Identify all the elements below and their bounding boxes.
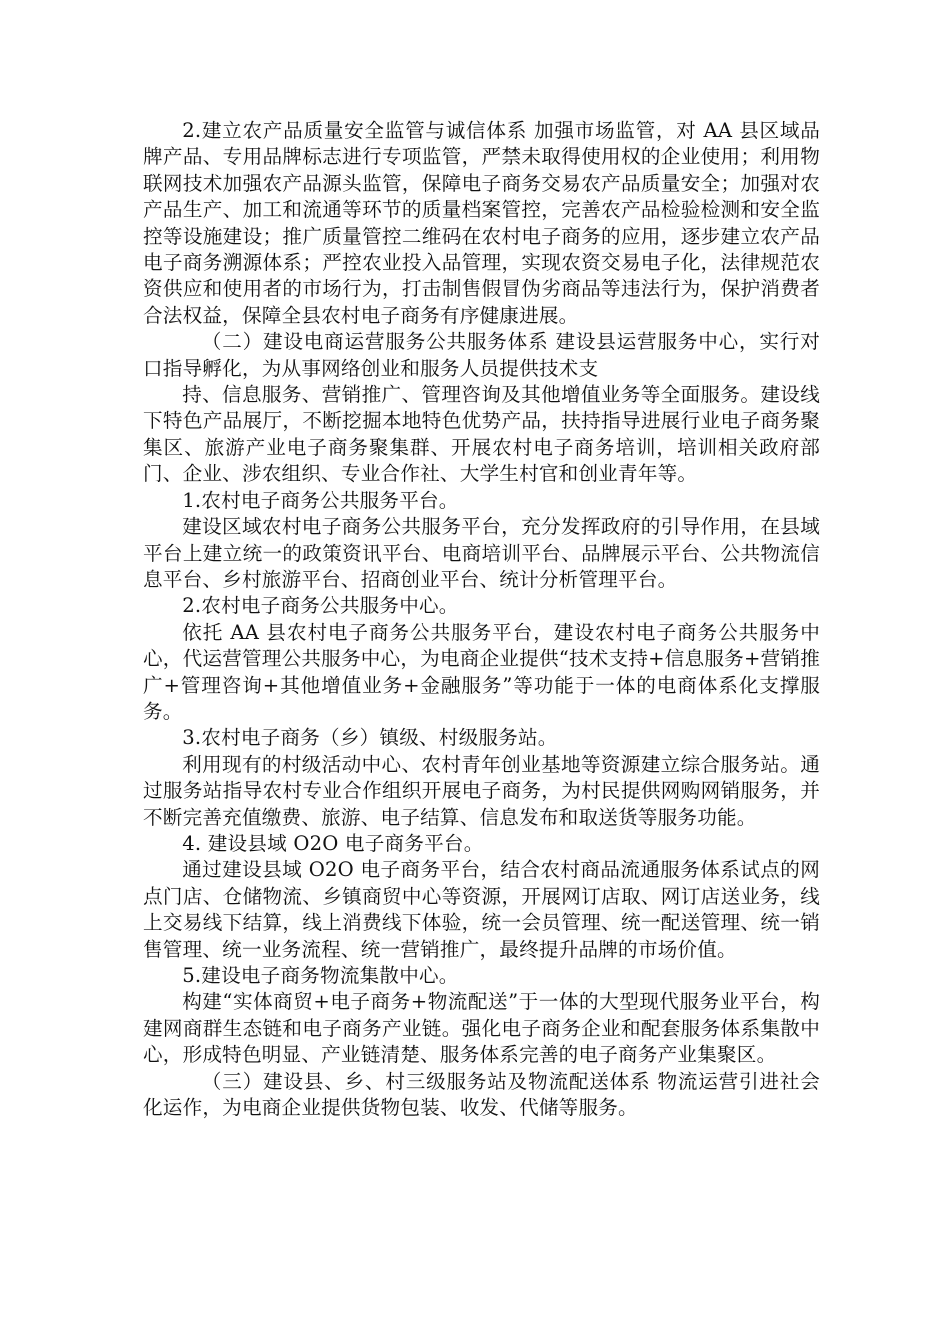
document-page <box>143 118 820 1121</box>
item-heading-5: 5.建设电子商务物流集散中心。 <box>182 964 459 987</box>
paragraph-public-center: 依托 AA 县农村电子商务公共服务平台，建设农村电子商务公共服务中心，代运营管理公共服务中心，为电商企业提供“技术支持+信息服务+营销推广+管理咨询+其他增值业务+金融服务”等功能于一体的电商体系化支撑服务。 <box>143 620 820 723</box>
paragraph-service-stations: 利用现有的村级活动中心、农村青年创业基地等资源建立综合服务站。通过服务站指导农村专业合作组织开展电子商务，为村民提供网购网销服务，并不断完善充值缴费、旅游、电子结算、信息发布和取送货等服务功能。 <box>143 752 820 829</box>
paragraph-quality-supervision: 2.建立农产品质量安全监管与诚信体系 加强市场监管，对 AA 县区域品牌产品、专用品牌标志进行专项监管，严禁未取得使用权的企业使用；利用物联网技术加强农产品源头监管，保障电子商务交易农产品质量安全；加强对农产品生产、加工和流通等环节的质量档案管控，完善农产品检验检测和安全监控等设施建设；推广质量管控二维码在农村电子商务的应用，逐步建立农产品电子商务溯源体系；严控农业投入品管理，实现农资交易电子化，法律规范农资供应和使用者的市场行为，打击制售假冒伪劣商品等违法行为，保护消费者合法权益，保障全县农村电子商务有序健康进展。 <box>143 119 820 327</box>
section-heading-3: （三）建设县、乡、村三级服务站及物流配送体系 物流运营引进社会化运作，为电商企业提供货物包装、收发、代储等服务。 <box>143 1069 820 1120</box>
item-heading-3: 3.农村电子商务（乡）镇级、村级服务站。 <box>182 726 558 750</box>
paragraph-o2o-platform: 通过建设县域 O2O 电子商务平台，结合农村商品流通服务体系试点的网点门店、仓储物流、乡镇商贸中心等资源，开展网订店取、网订店送业务，线上交易线下结算，线上消费线下体验，统一会员管理、统一配送管理、统一销售管理、统一业务流程、统一营销推广，最终提升品牌的市场价值。 <box>143 858 820 961</box>
paragraph-public-platform: 建设区域农村电子商务公共服务平台，充分发挥政府的引导作用，在县域平台上建立统一的政策资讯平台、电商培训平台、品牌展示平台、公共物流信息平台、乡村旅游平台、招商创业平台、统计分析管理平台。 <box>143 515 820 591</box>
paragraph-logistics-center: 构建“实体商贸+电子商务+物流配送”于一体的大型现代服务业平台，构建网商群生态链和电子商务产业链。强化电子商务企业和配套服务体系集散中心，形成特色明显、产业链清楚、服务体系完善的电子商务产业集聚区。 <box>143 990 820 1067</box>
item-heading-2: 2.农村电子商务公共服务中心。 <box>182 594 459 618</box>
item-heading-1: 1.农村电子商务公共服务平台。 <box>182 488 459 512</box>
paragraph-service-center: 持、信息服务、营销推广、管理咨询及其他增值业务等全面服务。建设线下特色产品展厅，不断挖掘本地特色优势产品，扶持指导进展行业电子商务聚集区、旅游产业电子商务聚集群、开展农村电子商务培训，培训相关政府部门、企业、涉农组织、专业合作社、大学生村官和创业青年等。 <box>143 383 820 486</box>
section-heading-2: （二）建设电商运营服务公共服务体系 建设县运营服务中心，实行对口指导孵化，为从事网络创业和服务人员提供技术支 <box>143 330 820 380</box>
item-heading-4: 4. 建设县域 O2O 电子商务平台。 <box>182 831 484 855</box>
